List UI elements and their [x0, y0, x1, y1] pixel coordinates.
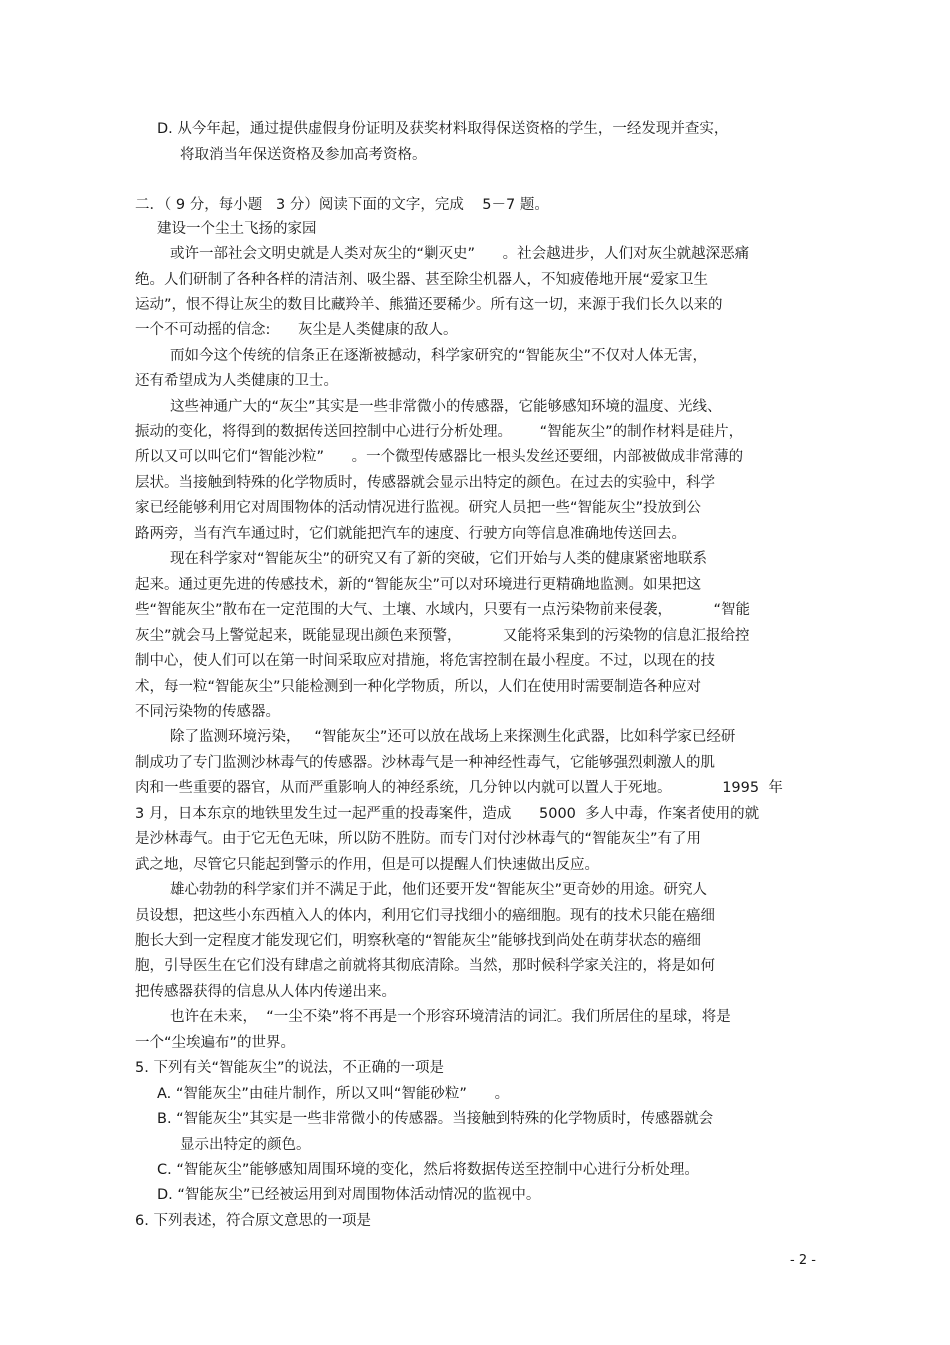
passage-line: 术，每一粒“智能灰尘”只能检测到一种化学物质，所以，人们在使用时需要制造各种应对: [135, 679, 702, 695]
passage-line: 振动的变化，将得到的数据传送回控制中心进行分析处理。 “智能灰尘”的制作材料是硅片，: [135, 424, 744, 440]
passage-line: 把传感器获得的信息从人体内传递出来。: [135, 984, 396, 1000]
passage-line: 些“智能灰尘”散布在一定范围的大气、土壤、水域内，只要有一点污染物前来侵袭， “智能: [135, 602, 751, 618]
passage-line: 员设想，把这些小东西植入人的体内，利用它们寻找细小的癌细胞。现有的技术只能在癌细: [135, 908, 715, 924]
passage-line: 层状。当接触到特殊的化学物质时，传感器就会显示出特定的颜色。在过去的实验中，科学: [135, 475, 715, 491]
prev-option-d-line1: D. 从今年起，通过提供虚假身份证明及获奖材料取得保送资格的学生，一经发现并查实，: [157, 121, 729, 137]
passage-line: 路两旁，当有汽车通过时，它们就能把汽车的速度、行驶方向等信息准确地传送回去。: [135, 526, 686, 542]
question-5-option-b-line2: 显示出特定的颜色。: [180, 1137, 311, 1153]
passage-line: 还有希望成为人类健康的卫士。: [135, 373, 338, 389]
passage-line: 也许在未来， “一尘不染”将不再是一个形容环境清洁的词汇。我们所居住的星球，将是: [170, 1009, 731, 1025]
passage-line: 而如今这个传统的信条正在逐渐被撼动，科学家研究的“智能灰尘”不仅对人体无害，: [170, 348, 708, 364]
prev-option-d-line2: 将取消当年保送资格及参加高考资格。: [180, 147, 427, 163]
passage-line: 灰尘”就会马上警觉起来，既能显现出颜色来预警， 又能将采集到的污染物的信息汇报给控: [135, 628, 750, 644]
question-5-option-d: D. “智能灰尘”已经被运用到对周围物体活动情况的监视中。: [157, 1187, 541, 1203]
question-5-option-b-line1: B. “智能灰尘”其实是一些非常微小的传感器。当接触到特殊的化学物质时，传感器就会: [157, 1111, 714, 1127]
passage-line: 雄心勃勃的科学家们并不满足于此，他们还要开发“智能灰尘”更奇妙的用途。研究人: [170, 882, 708, 898]
passage-title: 建设一个尘土飞扬的家园: [157, 221, 317, 237]
passage-line: 除了监测环境污染， “智能灰尘”还可以放在战场上来探测生化武器，比如科学家已经研: [170, 729, 736, 745]
passage-line: 这些神通广大的“灰尘”其实是一些非常微小的传感器，它能够感知环境的温度、光线、: [170, 399, 722, 415]
passage-line: 起来。通过更先进的传感技术，新的“智能灰尘”可以对环境进行更精确地监测。如果把这: [135, 577, 702, 593]
passage-line: 家已经能够利用它对周围物体的活动情况进行监视。研究人员把一些“智能灰尘”投放到公: [135, 500, 702, 516]
passage-line: 现在科学家对“智能灰尘”的研究又有了新的突破，它们开始与人类的健康紧密地联系: [170, 551, 708, 567]
passage-line: 一个“尘埃遍布”的世界。: [135, 1035, 296, 1051]
question-6-stem: 6. 下列表述，符合原文意思的一项是: [135, 1213, 371, 1229]
passage-line: 所以又可以叫它们“智能沙粒” 。一个微型传感器比一根头发丝还要细，内部被做成非常薄的: [135, 449, 744, 465]
passage-line: 制成功了专门监测沙林毒气的传感器。沙林毒气是一种神经性毒气，它能够强烈刺激人的肌: [135, 755, 715, 771]
passage-line: 不同污染物的传感器。: [135, 704, 280, 720]
passage-line: 运动”，恨不得让灰尘的数目比藏羚羊、熊猫还要稀少。所有这一切，来源于我们长久以来的: [135, 297, 723, 313]
passage-line: 胞长大到一定程度才能发现它们，明察秋毫的“智能灰尘”能够找到尚处在萌芽状态的癌细: [135, 933, 702, 949]
passage-line: 3 月，日本东京的地铁里发生过一起严重的投毒案件，造成 5000 多人中毒，作案者使用的就: [135, 806, 760, 822]
passage-line: 一个不可动摇的信念: 灰尘是人类健康的敌人。: [135, 322, 458, 338]
passage-line: 或许一部社会文明史就是人类对灰尘的“剿灭史” 。社会越进步，人们对灰尘就越深恶痛: [170, 246, 750, 262]
question-5-option-a: A. “智能灰尘”由硅片制作，所以又叫“智能砂粒” 。: [157, 1086, 510, 1102]
page-number: - 2 -: [790, 1253, 816, 1268]
passage-line: 胞，引导医生在它们没有肆虐之前就将其彻底清除。当然，那时候科学家关注的，将是如何: [135, 958, 715, 974]
passage-line: 肉和一些重要的器官，从而严重影响人的神经系统，几分钟以内就可以置人于死地。 1995 年: [135, 780, 783, 796]
section-heading: 二．（ 9 分，每小题 3 分）阅读下面的文字，完成 5－7 题。: [135, 197, 549, 213]
passage-line: 制中心，使人们可以在第一时间采取应对措施，将危害控制在最小程度。不过，以现在的技: [135, 653, 715, 669]
passage-line: 是沙林毒气。由于它无色无味，所以防不胜防。而专门对付沙林毒气的“智能灰尘”有了用: [135, 831, 702, 847]
question-5-option-c: C. “智能灰尘”能够感知周围环境的变化，然后将数据传送至控制中心进行分析处理。: [157, 1162, 699, 1178]
passage-line: 武之地，尽管它只能起到警示的作用，但是可以提醒人们快速做出反应。: [135, 857, 599, 873]
passage-line: 绝。人们研制了各种各样的清洁剂、吸尘器、甚至除尘机器人，不知疲倦地开展“爱家卫生: [135, 272, 709, 288]
question-5-stem: 5. 下列有关“智能灰尘”的说法，不正确的一项是: [135, 1060, 444, 1076]
